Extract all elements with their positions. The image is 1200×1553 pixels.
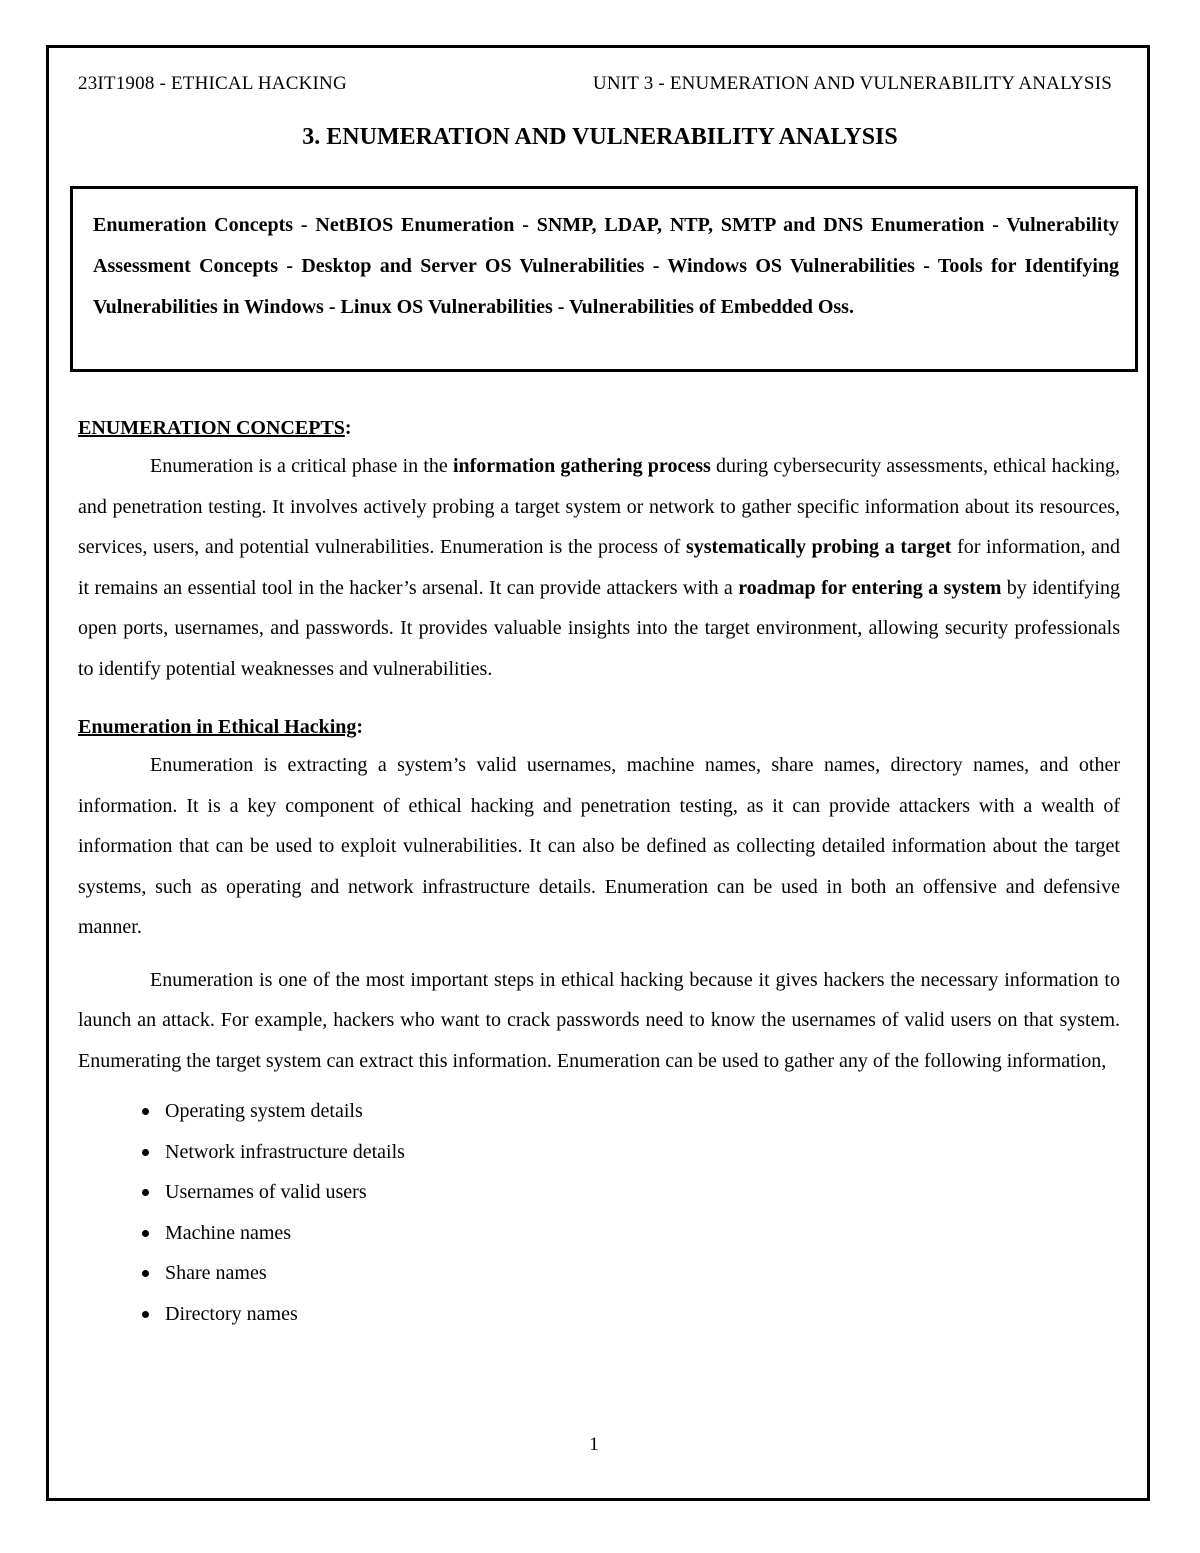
bold-systematically-probing: systematically probing a target (685, 536, 952, 558)
information-bullet-list (78, 1091, 1120, 1334)
syllabus-box (70, 186, 1138, 372)
section-heading-enumeration-ethical-hacking: Enumeration in Ethical Hacking: (78, 716, 364, 738)
main-content (78, 410, 1120, 1334)
bullet-icon (142, 1189, 149, 1196)
list-item: Usernames of valid users (138, 1172, 1120, 1213)
paragraph-enumeration-ethical-hacking-2: Enumeration is one of the most important steps in ethical hacking because it gives hackers the necessary information to launch an attack. For example, hackers who want to crack passwords need to know the usernames of valid users on that system. Enumerating the target system can extract this information. Enumeration can be used to gather any of the following information, (78, 968, 1120, 1072)
bullet-icon (142, 1230, 149, 1237)
list-item: Network infrastructure details (138, 1132, 1120, 1173)
bullet-icon (142, 1311, 149, 1318)
list-item: Machine names (138, 1213, 1120, 1254)
paragraph-enumeration-ethical-hacking-1: Enumeration is extracting a system’s valid usernames, machine names, share names, directory names, and other information. It is a key component of ethical hacking and penetration testing, as it can provide attackers with a wealth of information that can be used to exploit vulnerabilities. It can also be defined as collecting detailed information about the target systems, such as operating and network infrastructure details. Enumeration can be used in both an offensive and defensive manner. (78, 754, 1120, 938)
list-item: Operating system details (138, 1091, 1120, 1132)
list-item: Directory names (138, 1294, 1120, 1335)
page-number: 1 (589, 1434, 599, 1455)
bullet-icon (142, 1270, 149, 1277)
bullet-icon (142, 1149, 149, 1156)
list-item: Share names (138, 1253, 1120, 1294)
bullet-icon (142, 1108, 149, 1115)
bold-information-gathering: information gathering process (452, 455, 711, 477)
bold-roadmap: roadmap for entering a system (738, 576, 1002, 599)
syllabus-topics: Enumeration Concepts - NetBIOS Enumeration - SNMP, LDAP, NTP, SMTP and DNS Enumeration - Vulnerability Assessment Concepts - Desktop and Server OS Vulnerabilities - Windows OS Vulnerabilities - Tools for Identifying Vulnerabilities in Windows - Linux OS Vulnerabilities - Vulnerabilities of Embedded Oss. (93, 214, 1119, 318)
section-heading-enumeration-concepts: ENUMERATION CONCEPTS: (78, 417, 352, 439)
paragraph-enumeration-concepts: Enumeration is a critical phase in the information gathering process during cybersecurity assessments, ethical hacking, and penetration testing. It involves actively probing a target system or network to gather specific information about its resources, services, users, and potential vulnerabilities. Enumeration is the process of systematically probing a target for information, and it remains an essential tool in the hacker’s arsenal. It can provide attackers with a roadmap for entering a system by identifying open ports, usernames, and passwords. It provides valuable insights into the target environment, allowing security professionals to identify potential weaknesses and vulnerabilities. (78, 455, 1120, 680)
unit-header: UNIT 3 - ENUMERATION AND VULNERABILITY ANALYSIS (592, 73, 1112, 94)
course-code-header: 23IT1908 - ETHICAL HACKING (78, 73, 347, 94)
document-title: 3. ENUMERATION AND VULNERABILITY ANALYSIS (302, 124, 898, 150)
